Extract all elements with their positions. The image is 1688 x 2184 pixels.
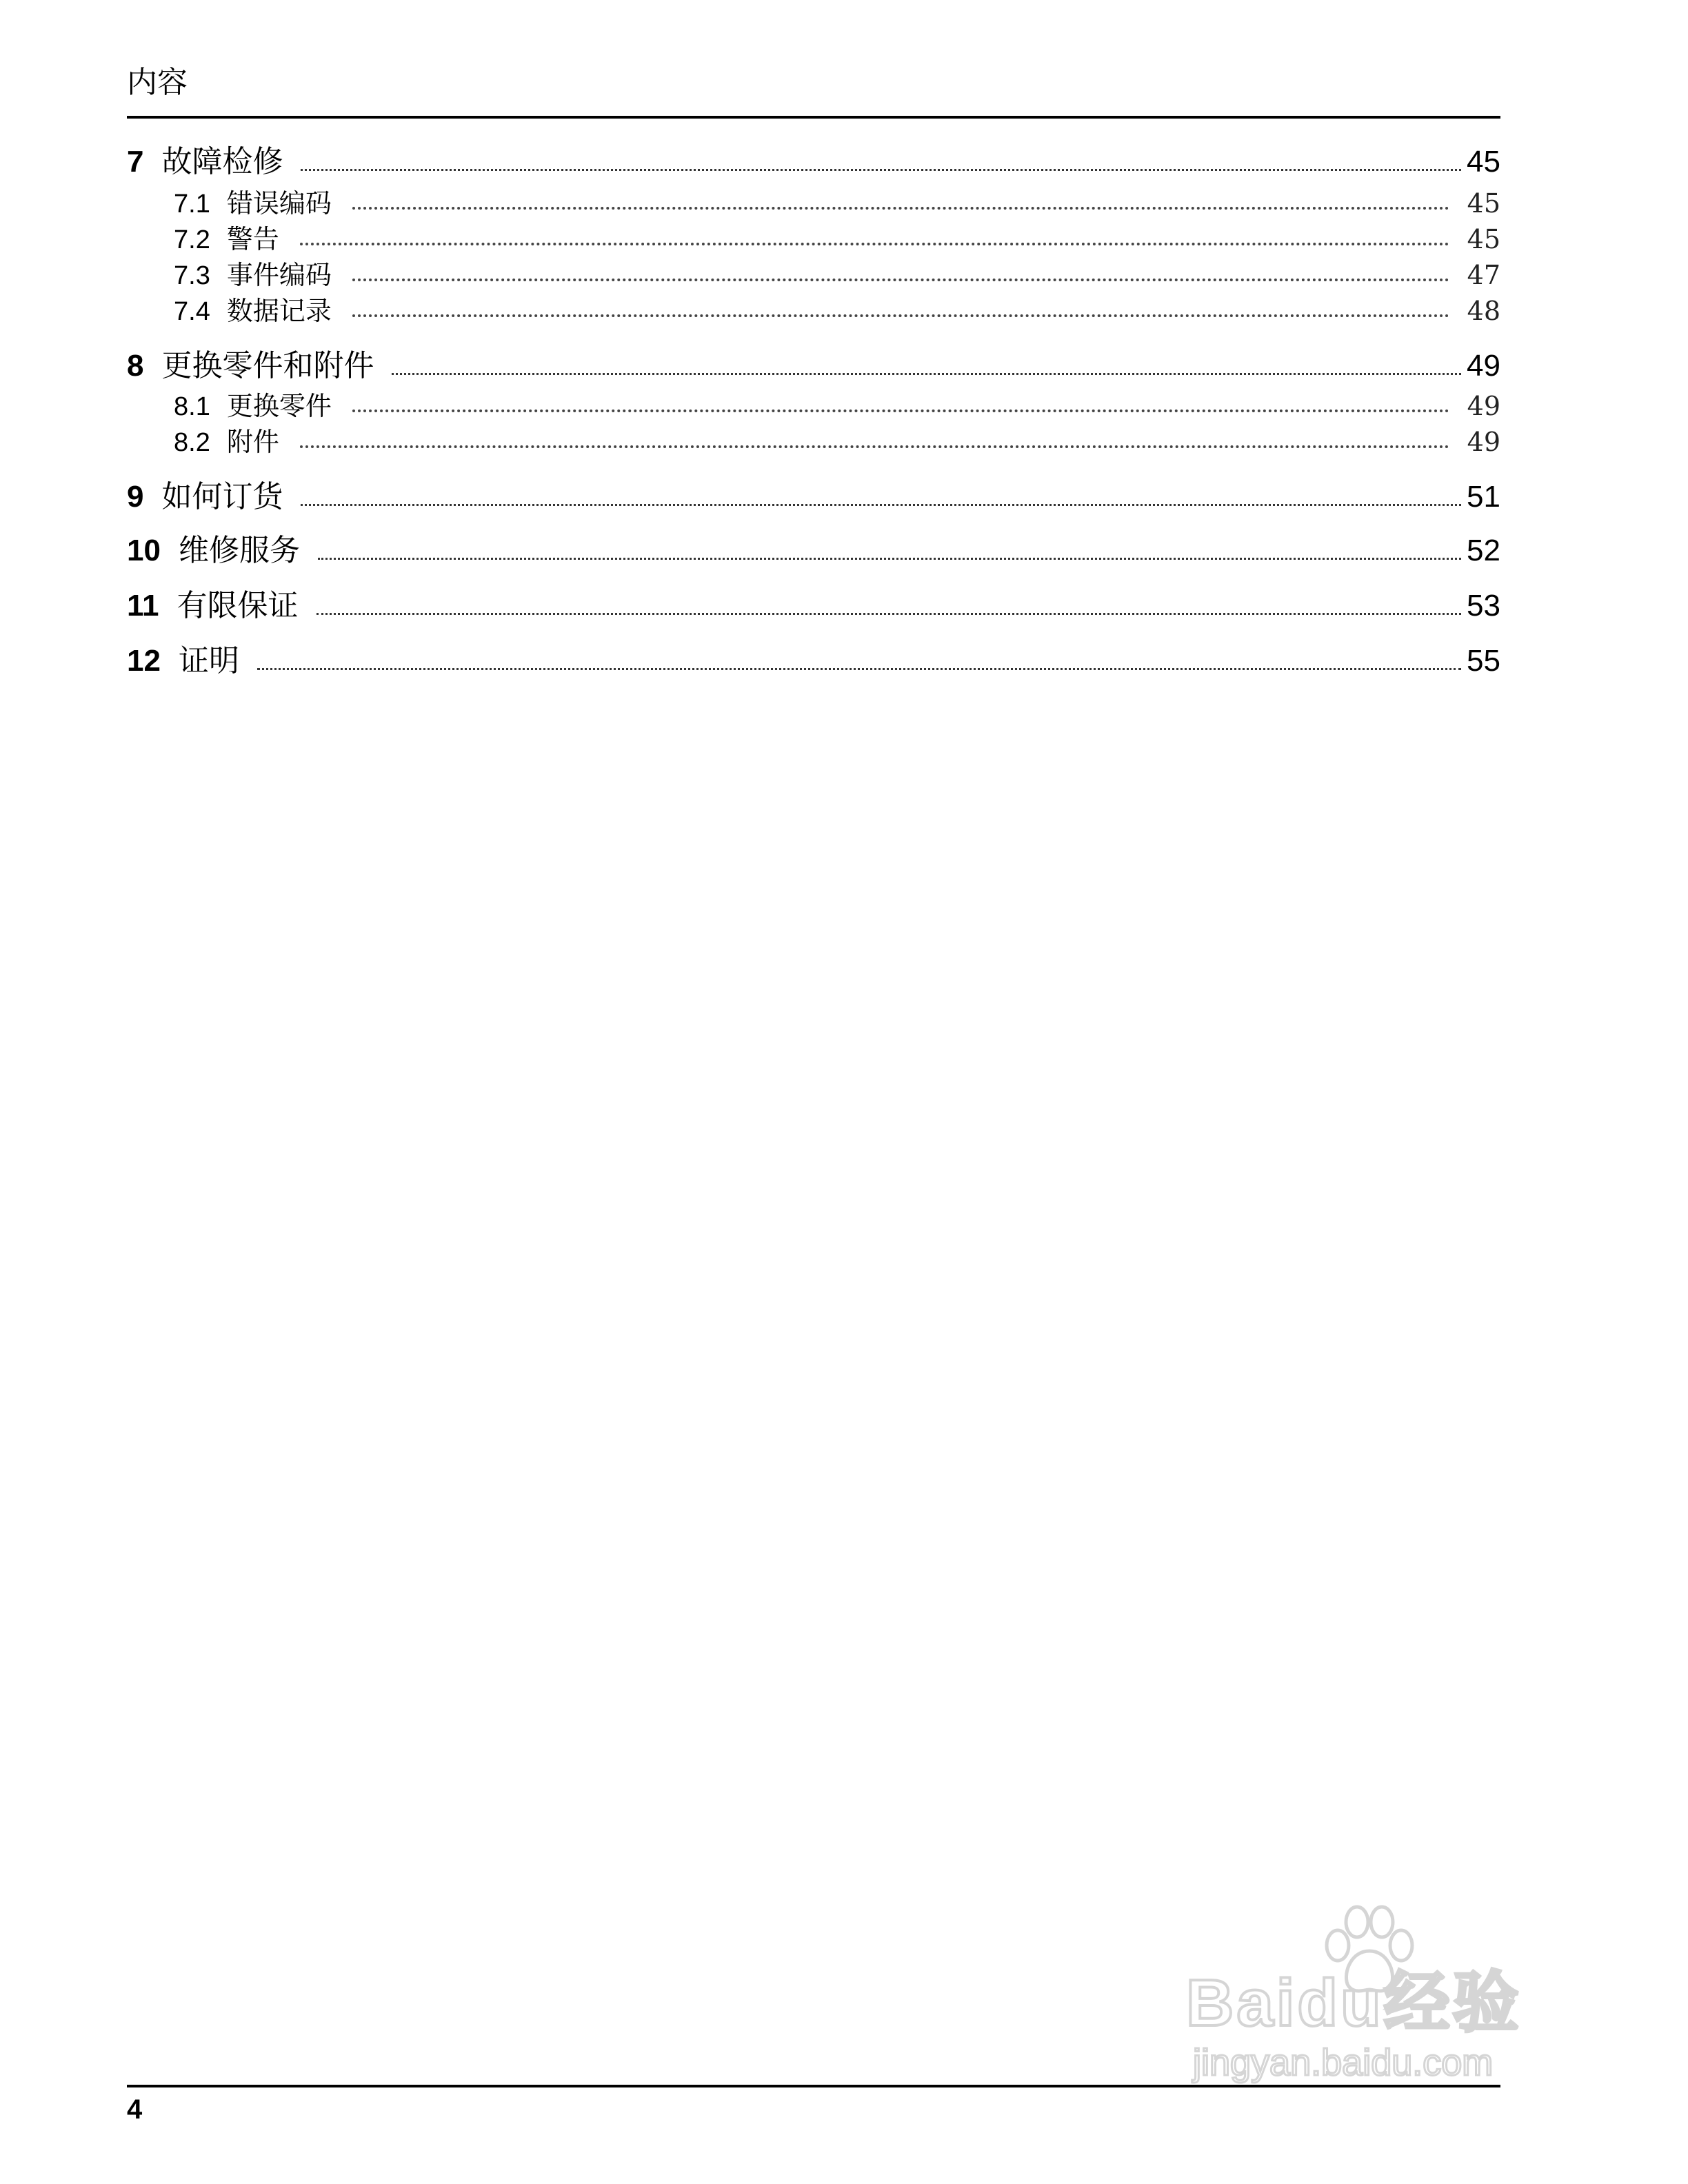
toc-entry-page: 45 bbox=[1467, 224, 1500, 254]
toc-section-7-3[interactable] bbox=[174, 254, 1500, 290]
dot-leader bbox=[301, 169, 1461, 171]
toc-entry-number: 7.4 bbox=[174, 297, 210, 326]
dot-leader bbox=[352, 314, 1449, 317]
toc-entry-page: 45 bbox=[1467, 188, 1500, 219]
toc-entry-number: 7.3 bbox=[174, 261, 210, 290]
toc-chapter-8[interactable] bbox=[127, 341, 1500, 382]
toc-section-7-2[interactable] bbox=[174, 218, 1500, 254]
toc-entry-title: 更换零件 bbox=[226, 391, 332, 421]
dot-leader bbox=[316, 613, 1462, 615]
toc-entry-page: 49 bbox=[1467, 391, 1500, 421]
toc-entry-number: 8 bbox=[127, 349, 144, 383]
page-number: 4 bbox=[127, 2094, 143, 2125]
toc-entry-page: 49 bbox=[1467, 427, 1500, 457]
toc-entry-title: 更换零件和附件 bbox=[161, 348, 374, 383]
toc-section-7-1[interactable] bbox=[174, 182, 1500, 218]
toc-entry-title: 故障检修 bbox=[161, 144, 283, 179]
toc-entry-number: 11 bbox=[127, 589, 159, 623]
toc-entry-page: 49 bbox=[1467, 349, 1500, 383]
dot-leader bbox=[300, 445, 1449, 448]
watermark-brand: Baidu经验 bbox=[1186, 1966, 1522, 2040]
toc-entry-page: 51 bbox=[1467, 480, 1500, 514]
toc-entry-title: 数据记录 bbox=[226, 296, 332, 326]
toc-chapter-10[interactable] bbox=[127, 525, 1500, 567]
toc-entry-number: 12 bbox=[127, 644, 161, 678]
dot-leader bbox=[300, 243, 1449, 245]
toc-chapter-11[interactable] bbox=[127, 580, 1500, 622]
dot-leader bbox=[257, 668, 1461, 670]
page-title: 内容 bbox=[127, 65, 188, 100]
toc-entry-page: 55 bbox=[1467, 644, 1500, 678]
toc-entry-title: 如何订货 bbox=[161, 479, 283, 514]
toc-chapter-12[interactable] bbox=[127, 636, 1500, 677]
dot-leader bbox=[392, 373, 1461, 375]
dot-leader bbox=[352, 207, 1449, 210]
dot-leader bbox=[352, 410, 1449, 412]
dot-leader bbox=[352, 279, 1449, 281]
toc-chapter-7[interactable] bbox=[127, 136, 1500, 178]
toc-entry-page: 48 bbox=[1467, 296, 1500, 326]
dot-leader bbox=[301, 504, 1461, 506]
toc-entry-page: 52 bbox=[1467, 534, 1500, 567]
toc-entry-number: 10 bbox=[127, 534, 161, 567]
toc-chapter-9[interactable] bbox=[127, 472, 1500, 513]
toc-entry-number: 7.1 bbox=[174, 190, 210, 219]
toc-entry-title: 维修服务 bbox=[178, 533, 300, 568]
toc-entry-title: 证明 bbox=[178, 643, 239, 678]
dot-leader bbox=[318, 558, 1461, 560]
baidu-jingyan-watermark bbox=[1172, 1903, 1586, 2082]
toc-entry-number: 8.2 bbox=[174, 428, 210, 457]
toc-entry-page: 45 bbox=[1467, 145, 1500, 179]
toc-entry-number: 9 bbox=[127, 480, 144, 514]
toc-entry-title: 警告 bbox=[226, 224, 279, 254]
toc-entry-title: 事件编码 bbox=[226, 260, 332, 290]
toc-entry-title: 附件 bbox=[226, 427, 279, 457]
table-of-contents bbox=[127, 0, 1500, 827]
toc-section-8-2[interactable] bbox=[174, 421, 1500, 456]
toc-entry-number: 8.1 bbox=[174, 392, 210, 421]
toc-entry-title: 错误编码 bbox=[226, 188, 332, 219]
toc-section-8-1[interactable] bbox=[174, 385, 1500, 421]
toc-entry-page: 53 bbox=[1467, 589, 1500, 623]
watermark-url: jingyan.baidu.com bbox=[1193, 2042, 1494, 2083]
footer-divider bbox=[127, 2085, 1500, 2087]
toc-entry-number: 7.2 bbox=[174, 225, 210, 254]
toc-entry-number: 7 bbox=[127, 145, 144, 179]
toc-entry-title: 有限保证 bbox=[177, 588, 299, 623]
toc-entry-page: 47 bbox=[1467, 260, 1500, 290]
toc-section-7-4[interactable] bbox=[174, 290, 1500, 325]
